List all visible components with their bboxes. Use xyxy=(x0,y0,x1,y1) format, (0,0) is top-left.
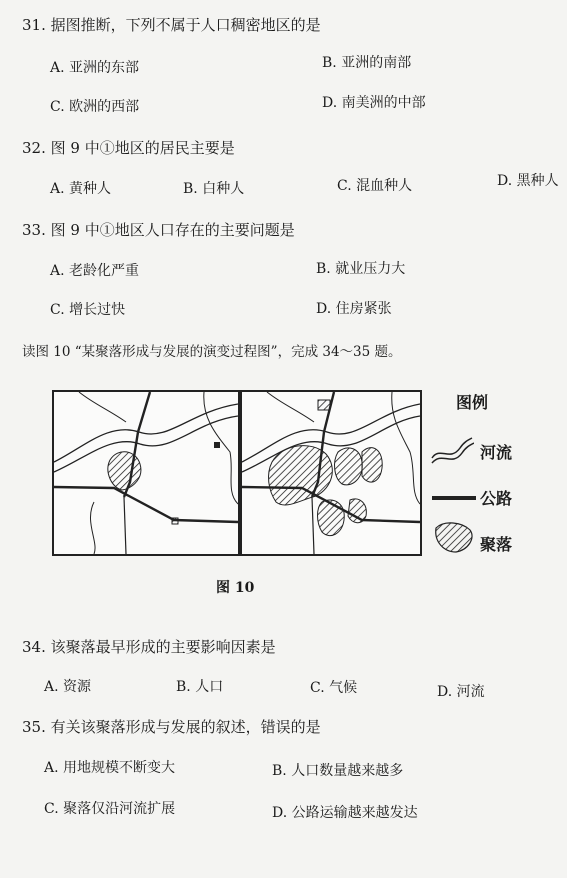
legend-settlement-label: 聚落 xyxy=(480,535,513,554)
q35-option-d: D. 公路运输越来越发达 xyxy=(272,805,418,821)
q35-option-c: C. 聚落仅沿河流扩展 xyxy=(44,801,176,817)
q35-option-b: B. 人口数量越来越多 xyxy=(272,763,404,779)
figure-intro: 读图 10 “某聚落形成与发展的演变过程图”，完成 34～35 题。 xyxy=(22,344,402,360)
settlement-map-early xyxy=(52,390,240,556)
q33-option-a: A. 老龄化严重 xyxy=(50,263,140,279)
q32-option-a: A. 黄种人 xyxy=(50,181,112,197)
legend-road-label: 公路 xyxy=(480,489,513,508)
settlement-map-later xyxy=(240,390,422,556)
q33-stem: 33. 图 9 中①地区人口存在的主要问题是 xyxy=(22,221,295,239)
q31-stem: 31. 据图推断，下列不属于人口稠密地区的是 xyxy=(22,16,321,34)
q34-option-c: C. 气候 xyxy=(310,680,358,696)
q31-option-a: A. 亚洲的东部 xyxy=(50,60,140,76)
q31-option-c: C. 欧洲的西部 xyxy=(50,99,140,115)
q33-option-d: D. 住房紧张 xyxy=(316,301,392,317)
q33-option-c: C. 增长过快 xyxy=(50,302,126,318)
q31-option-d: D. 南美洲的中部 xyxy=(322,95,426,111)
legend-river-label: 河流 xyxy=(480,443,513,462)
settlement-legend-symbol xyxy=(432,520,476,558)
figure-caption: 图 10 xyxy=(216,580,255,596)
q32-option-c: C. 混血种人 xyxy=(337,178,413,194)
q32-option-d: D. 黑种人 xyxy=(497,173,559,189)
q34-option-a: A. 资源 xyxy=(44,679,92,695)
q35-stem: 35. 有关该聚落形成与发展的叙述，错误的是 xyxy=(22,718,321,736)
q35-option-a: A. 用地规模不断变大 xyxy=(44,760,176,776)
q32-stem: 32. 图 9 中①地区的居民主要是 xyxy=(22,139,235,157)
q31-option-b: B. 亚洲的南部 xyxy=(322,55,412,71)
q34-option-b: B. 人口 xyxy=(176,679,224,695)
q34-option-d: D. 河流 xyxy=(437,684,485,700)
legend-title: 图例 xyxy=(456,393,489,412)
road-legend-symbol xyxy=(432,496,476,500)
q33-option-b: B. 就业压力大 xyxy=(316,261,406,277)
river-legend-symbol xyxy=(430,436,474,468)
q34-stem: 34. 该聚落最早形成的主要影响因素是 xyxy=(22,638,276,656)
q32-option-b: B. 白种人 xyxy=(183,181,245,197)
